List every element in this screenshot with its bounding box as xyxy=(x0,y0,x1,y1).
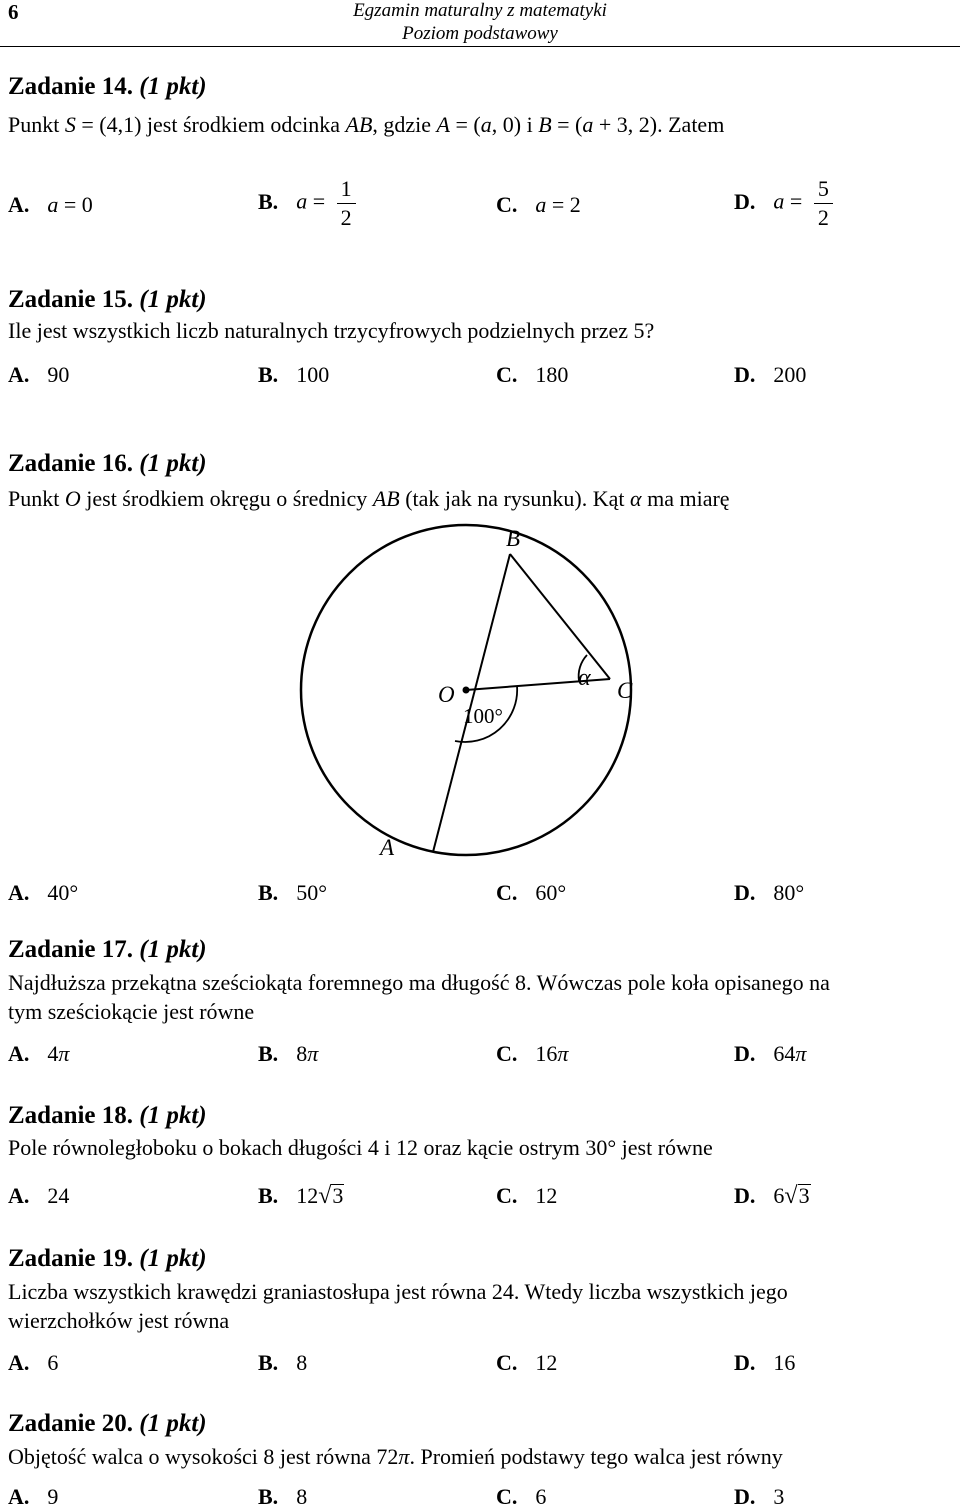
label-b: B xyxy=(506,526,521,551)
task-14-answer-d[interactable]: D. a = $\frac{5}{2}$ xyxy=(734,176,833,231)
task-18-text: Pole równoległoboku o bokach długości 4 i 12 oraz kącie ostrym 30° jest równe xyxy=(8,1135,713,1160)
task-17-answer-d[interactable]: D. 64π xyxy=(734,1041,807,1066)
task-18-answer-d[interactable]: D. 6√3 xyxy=(734,1183,810,1209)
header-title-line1: Egzamin maturalny z matematyki xyxy=(353,0,607,21)
task-18-title: Zadanie 18. (1 pkt) xyxy=(8,1102,207,1129)
label-a: A xyxy=(380,835,395,860)
task-20-title: Zadanie 20. (1 pkt) xyxy=(8,1410,207,1437)
task-19-answer-a[interactable]: A. 6 xyxy=(8,1350,59,1375)
task-19-answer-d[interactable]: D. 16 xyxy=(734,1350,796,1375)
task-15-title: Zadanie 15. (1 pkt) xyxy=(8,286,207,313)
task-15-answer-a[interactable]: A. 90 xyxy=(8,362,70,387)
task-17-answer-c[interactable]: C. 16π xyxy=(496,1041,569,1066)
task-17-answer-a[interactable]: A. 4π xyxy=(8,1041,70,1066)
label-alpha: α xyxy=(578,665,591,691)
task-19-answer-c[interactable]: C. 12 xyxy=(496,1350,558,1375)
task-20-answer-b[interactable]: B. 8 xyxy=(258,1484,308,1509)
page-number: 6 xyxy=(8,0,19,24)
sqrt-symbol: √ xyxy=(318,1183,332,1209)
segment-bc xyxy=(510,554,610,679)
task-15-answer-d[interactable]: D. 200 xyxy=(734,362,807,387)
task-title-text: Zadanie 14. xyxy=(8,73,134,100)
center-point xyxy=(463,687,470,694)
fraction: $\frac{5}{2}$ xyxy=(814,176,833,231)
task-15-text: Ile jest wszystkich liczb naturalnych trzycyfrowych podzielnych przez 5? xyxy=(8,318,655,343)
task-14-text: Punkt S = (4,1) jest środkiem odcinka AB, gdzie A = (a, 0) i B = (a + 3, 2). Zatem xyxy=(8,112,725,137)
task-19-title: Zadanie 19. (1 pkt) xyxy=(8,1245,207,1272)
task-20-text: Objętość walca o wysokości 8 jest równa 72π. Promień podstawy tego walca jest równy xyxy=(8,1444,783,1469)
task-20-answer-c[interactable]: C. 6 xyxy=(496,1484,547,1509)
task-15-answer-b[interactable]: B. 100 xyxy=(258,362,330,387)
task-17-text-line2: tym sześciokącie jest równe xyxy=(8,999,255,1024)
label-100-degrees: 100° xyxy=(463,704,503,728)
task-16-answer-b[interactable]: B. 50° xyxy=(258,880,327,905)
task-16-answer-a[interactable]: A. 40° xyxy=(8,880,79,905)
task-17-text-line1: Najdłuższa przekątna sześciokąta foremnego ma długość 8. Wówczas pole koła opisanego na xyxy=(8,970,830,995)
task-16-text: Punkt O jest środkiem okręgu o średnicy AB (tak jak na rysunku). Kąt α ma miarę xyxy=(8,486,730,511)
task-16-title: Zadanie 16. (1 pkt) xyxy=(8,450,207,477)
header-title-line2: Poziom podstawowy xyxy=(402,23,558,44)
label-c: C xyxy=(617,678,633,703)
task-16-answer-d[interactable]: D. 80° xyxy=(734,880,805,905)
task-15-answer-c[interactable]: C. 180 xyxy=(496,362,569,387)
task-20-answer-a[interactable]: A. 9 xyxy=(8,1484,59,1509)
task-18-answer-b[interactable]: B. 12√3 xyxy=(258,1183,344,1209)
task-18-answer-c[interactable]: C. 12 xyxy=(496,1183,558,1208)
task-14-answer-a[interactable]: A. a = 0 xyxy=(8,192,93,217)
task-19-answer-b[interactable]: B. 8 xyxy=(258,1350,308,1375)
task-17-answer-b[interactable]: B. 8π xyxy=(258,1041,319,1066)
fraction: $\frac{1}{2}$ xyxy=(337,176,356,231)
task-19-text-line1: Liczba wszystkich krawędzi graniastosłupa jest równa 24. Wtedy liczba wszystkich jego xyxy=(8,1279,788,1304)
task-14-answer-b[interactable]: B. a = $\frac{1}{2}$ xyxy=(258,176,356,231)
task-18-answer-a[interactable]: A. 24 xyxy=(8,1183,70,1208)
task-19-text-line2: wierzchołków jest równa xyxy=(8,1308,230,1333)
task-16-answer-c[interactable]: C. 60° xyxy=(496,880,567,905)
task-points: (1 pkt) xyxy=(139,73,207,100)
task-20-answer-d[interactable]: D. 3 xyxy=(734,1484,785,1509)
label-o: O xyxy=(438,682,455,707)
task-14-answer-c[interactable]: C. a = 2 xyxy=(496,192,581,217)
sqrt-symbol: √ xyxy=(784,1183,798,1209)
task-17-title: Zadanie 17. (1 pkt) xyxy=(8,936,207,963)
